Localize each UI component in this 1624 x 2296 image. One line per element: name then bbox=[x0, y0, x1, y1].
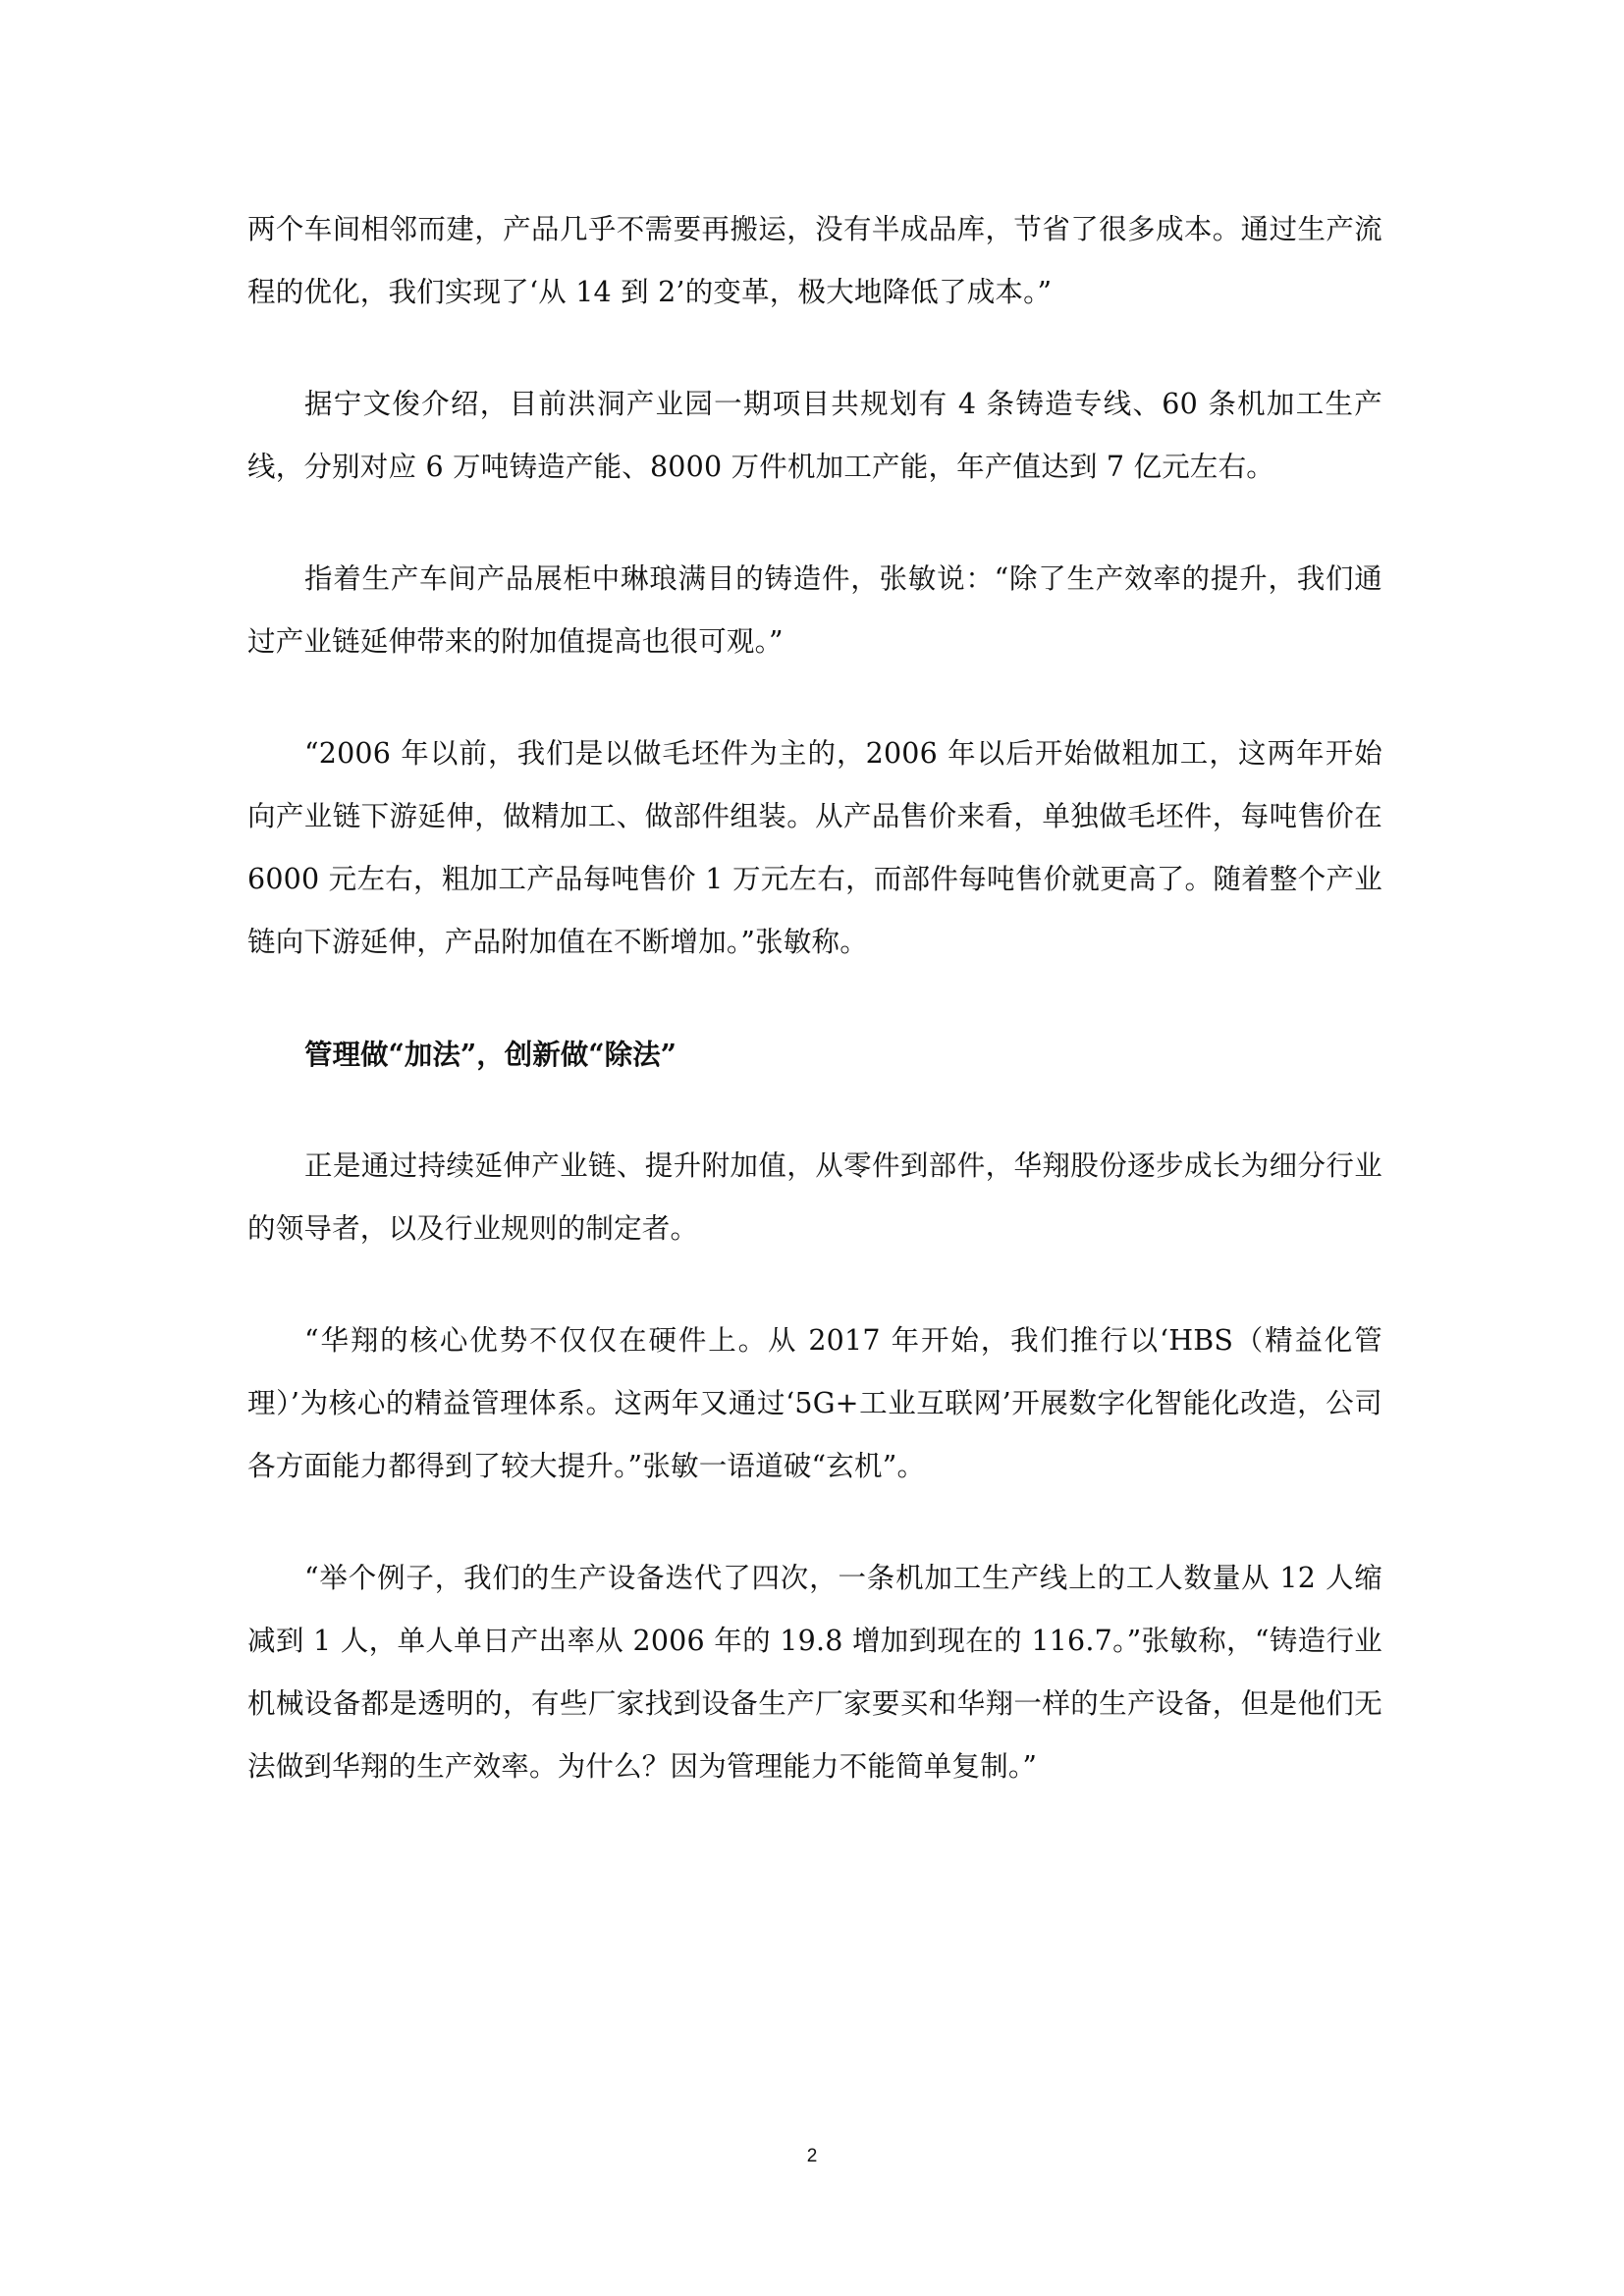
paragraph-price-comparison: “2006 年以前，我们是以做毛坯件为主的，2006 年以后开始做粗加工，这两年开始向产业链下游延伸，做精加工、做部件组装。从产品售价来看，单独做毛坯件，每吨售价在 6000 元左右，粗加工产品每吨售价 1 万元左右，而部件每吨售价就更高了。随着整个产业链向下游延伸，产品附加值在不断增加。”张敏称。 bbox=[247, 737, 1382, 958]
paragraph-core-advantage: “华翔的核心优势不仅仅在硬件上。从 2017 年开始，我们推行以‘HBS（精益化管理）’为核心的精益管理体系。这两年又通过‘5G+工业互联网’开展数字化智能化改造，公司各方面能力都得到了较大提升。”张敏一语道破“玄机”。 bbox=[247, 1324, 1382, 1482]
paragraph-industry-leader: 正是通过持续延伸产业链、提升附加值，从零件到部件，华翔股份逐步成长为细分行业的领导者，以及行业规则的制定者。 bbox=[247, 1149, 1382, 1245]
page-number: 2 bbox=[806, 2146, 818, 2166]
paragraph-continuation: 两个车间相邻而建，产品几乎不需要再搬运，没有半成品库，节省了很多成本。通过生产流程的优化，我们实现了‘从 14 到 2’的变革，极大地降低了成本。” bbox=[247, 213, 1382, 308]
paragraph-production-capacity: 据宁文俊介绍，目前洪洞产业园一期项目共规划有 4 条铸造专线、60 条机加工生产线，分别对应 6 万吨铸造产能、8000 万件机加工产能，年产值达到 7 亿元左右。 bbox=[247, 388, 1383, 483]
document-page-body bbox=[247, 198, 1382, 1847]
section-heading: 管理做“加法”，创新做“除法” bbox=[304, 1038, 677, 1071]
paragraph-efficiency-example: “举个例子，我们的生产设备迭代了四次，一条机加工生产线上的工人数量从 12 人缩减到 1 人，单人单日产出率从 2006 年的 19.8 增加到现在的 116.7。”张敏称，“铸造行业机械设备都是透明的，有些厂家找到设备生产厂家要买和华翔一样的生产设备，但是他们无法做到华翔的生产效率。为什么？因为管理能力不能简单复制。” bbox=[247, 1562, 1382, 1783]
paragraph-value-added-quote: 指着生产车间产品展柜中琳琅满目的铸造件，张敏说：“除了生产效率的提升，我们通过产业链延伸带来的附加值提高也很可观。” bbox=[247, 562, 1382, 658]
